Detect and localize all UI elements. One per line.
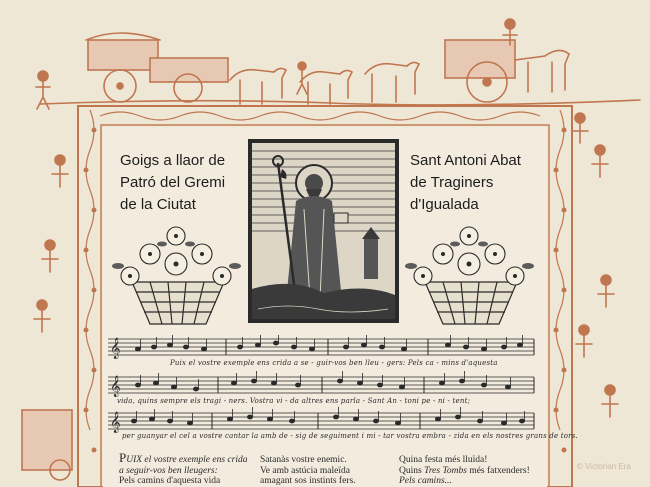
verse-3-line-2 <box>399 466 530 477</box>
verse-2-line-3: amagant sos instints fers. <box>260 476 356 486</box>
title-left-line-2: Patró del Gremi <box>120 174 226 191</box>
verse-2-line-1: Satanàs vostre enemic. <box>260 455 347 465</box>
title-left-line-3: de la Ciutat <box>120 196 196 213</box>
verse-1-dropcap: P <box>119 450 127 465</box>
title-right-line-2: de Traginers <box>410 174 494 191</box>
lyrics-line-1: Puix el vostre exemple ens crida a se - guir-vos ben lleu - gers: Pels ca - mins d'aquesta <box>170 359 498 367</box>
title-left <box>120 150 225 216</box>
verse-1-line-2: a seguir-vos ben lleugers: <box>119 465 218 476</box>
lyrics-line-3: per guanyar el cel a vostre cantar la amb de - sig de seguiment i mi - tar vostra embra - zida en els nostres grans de tors. <box>122 432 578 440</box>
verse-1-first-text: UIX el vostre exemple ens crida <box>126 455 248 465</box>
verse-3-line-2-b: més fatxenders! <box>466 465 530 476</box>
flower-basket-right <box>403 220 538 330</box>
verse-3-line-3: Pels camins... <box>399 476 452 486</box>
saint-antoni-woodcut <box>248 139 399 323</box>
flower-basket-left <box>110 220 245 330</box>
verse-1-line-1 <box>119 450 248 466</box>
verse-1-line-3: Pels camins d'aquesta vida <box>119 476 221 486</box>
verse-2-line-2: Ve amb astúcia maleïda <box>260 465 350 476</box>
title-right-line-1: Sant Antoni Abat <box>410 152 521 169</box>
title-left-line-1: Goigs a llaor de <box>120 152 226 169</box>
lyrics-line-2: vida, quins sempre els tragi - ners. Vostra vi - da altres ens parla - Sant An - toni pe - ni - tent; <box>117 397 471 405</box>
verse-column-2 <box>260 455 356 487</box>
verse-column-3 <box>399 455 530 487</box>
title-right <box>410 150 521 216</box>
verse-3-tres-tombs: Tres Tombs <box>424 465 467 476</box>
watermark: © Victorian Era <box>577 462 631 471</box>
title-right-line-3: d'Igualada <box>410 196 479 213</box>
verse-3-line-2-a: Quins <box>399 465 425 476</box>
verse-column-1 <box>119 450 248 487</box>
svg-text:𝄞: 𝄞 <box>110 376 121 397</box>
svg-text:𝄞: 𝄞 <box>110 338 121 359</box>
svg-text:𝄞: 𝄞 <box>110 412 121 433</box>
verse-3-line-1: Quina festa més lluïda! <box>399 455 488 465</box>
